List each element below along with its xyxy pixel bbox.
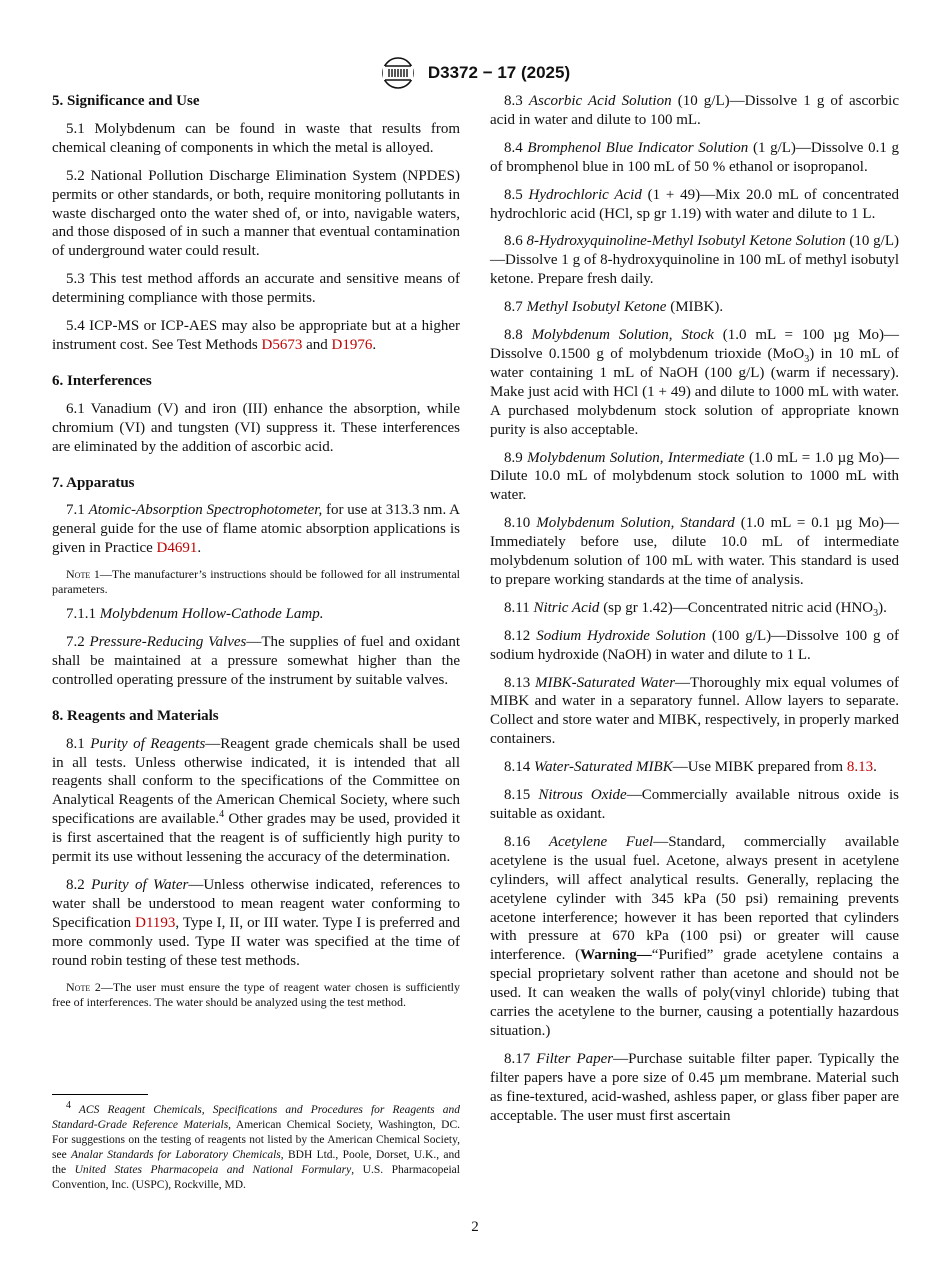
section-6-title: 6. Interferences: [52, 372, 152, 389]
astm-logo-icon: [380, 56, 416, 90]
para-5-4: 5.4 ICP-MS or ICP-AES may also be appropriate but at a higher instrument cost. See Test Methods D5673 and D1976.: [52, 318, 460, 353]
para-8-2: 8.2 Purity of Water—Unless otherwise indicated, references to water shall be understood to mean reagent water conforming to Specification D1193, Type I, II, or III water. Type I is preferred and more commonly used. Type II water was specified at the time of round robin testing of these test methods.: [52, 877, 461, 969]
footnote-4: $^4$ ACS Reagent Chemicals, Specifications and Procedures for Reagents and Standard-Grade Reference Materials, American Chemical Society, Washington, DC. For suggestions on the testing of reagents not listed by the American Chemical Society, see Analar Standards for Laboratory Chemicals, BDH Ltd., Poole, Dorset, U.K., and the United States Pharmacopeia and National Formulary, U.S. Pharmacopeial Convention, Inc. (USPC), Rockville, MD.: [52, 1100, 460, 1191]
page-number: 2: [471, 1219, 479, 1235]
para-7-1: 7.1 Atomic-Absorption Spectrophotometer, for use at 313.3 nm. A general guide for the use of flame atomic absorption applications is given in Practice D4691.: [52, 502, 461, 557]
para-5-2: 5.2 National Pollution Discharge Elimination System (NPDES) permits or other standards, or both, require monitoring pollutants in waste discharged onto the water shed of, or into, navigable waters, and those disposed of in such a manner that eventual contamination of underground water could result.: [52, 167, 460, 260]
para-5-3: 5.3 This test method affords an accurate and sensitive means of determining compliance with those permits.: [52, 271, 460, 307]
section-7-title: 7. Apparatus: [52, 474, 135, 491]
note-2: Note 2—The user must ensure the type of reagent water chosen is sufficiently free of interferences. The water should be analyzed using the test method.: [52, 979, 460, 1009]
para-8-9: 8.9 Molybdenum Solution, Intermediate (1.0 mL = 1.0 µg Mo)—Dilute 10.0 mL of molybdenum stock solution to 1000 mL with water.: [490, 449, 900, 504]
footnote-ref-4[interactable]: 4: [219, 809, 225, 821]
right-column: [490, 92, 899, 1135]
para-8-14: 8.14 Water-Saturated MIBK—Use MIBK prepared from 8.13.: [504, 759, 877, 776]
para-8-11: 8.11 Nitric Acid (sp gr 1.42)—Concentrated nitric acid $(HNO_3)$.: [504, 599, 887, 619]
link-d1976[interactable]: D1976: [331, 336, 373, 353]
section-5-title: 5. Significance and Use: [52, 93, 200, 109]
para-8-10: 8.10 Molybdenum Solution, Standard (1.0 mL = 0.1 µg Mo)—Immediately before use, dilute 10.0 mL of intermediate molybdenum solution of 100 mL with water. This standard is used to prepare working standards at the time of analysis.: [490, 515, 900, 588]
left-column: [52, 92, 460, 1018]
para-8-1: 8.1 Purity of Reagents—Reagent grade chemicals shall be used in all tests. Unless otherwise indicated, it is intended that all reagents shall conform to the specifications of the Committee on Analytical Reagents of the American Chemical Society, where such specifications are available.$^4$ Other grades may be used, provided it is first ascertained that the reagent is of sufficiently high purity to permit its use without lessening the accuracy of the determination.: [52, 735, 460, 866]
para-5-1: 5.1 Molybdenum can be found in waste that results from chemical cleaning of components in which the metal is alloyed.: [52, 120, 460, 156]
para-8-6: 8.6 8-Hydroxyquinoline-Methyl Isobutyl Ketone Solution (10 g/L)—Dissolve 1 g of 8-hydroxyquinoline in 100 mL of methyl isobutyl ketone. Prepare fresh daily.: [490, 233, 900, 288]
para-8-17: 8.17 Filter Paper—Purchase suitable filter paper. Typically the filter papers have a pore size of 0.45 µm membrane. Material such as fine-textured, acid-washed, ashless paper, or glass fiber paper are acceptable. The user must first ascertain: [490, 1050, 899, 1124]
section-8-title: 8. Reagents and Materials: [52, 707, 219, 724]
note-1: Note 1—The manufacturer’s instructions should be followed for all instrumental parameters.: [52, 567, 460, 597]
para-8-7: 8.7 Methyl Isobutyl Ketone (MIBK).: [504, 299, 724, 316]
para-8-16: 8.16 Acetylene Fuel—Standard, commercially available acetylene is the usual fuel. Acetone, always present in acetylene cylinders, will affect analytical results. Generally, replacing the acetylene cylinder with 345 kPa (50 psi) remaining prevents acetone interference; however it has been reported that cylinders with pressure at 670 kPa (100 psi) or greater will cause interference. (Warning—“Purified” grade acetylene contains a special proprietary solvent rather than acetone and should not be used. It can weaken the walls of poly(vinyl chloride) tubing that carries the acetylene to the burner, causing a potentially hazardous situation.): [490, 833, 900, 1039]
para-8-13: 8.13 MIBK-Saturated Water—Thoroughly mix equal volumes of MIBK and water in a separatory funnel. Allow layers to separate. Collect and store water and MIBK, respectively, in properly marked containers.: [490, 674, 900, 748]
link-d1193[interactable]: D1193: [135, 914, 176, 931]
para-8-15: 8.15 Nitrous Oxide—Commercially available nitrous oxide is suitable as oxidant.: [490, 787, 899, 822]
para-8-4: 8.4 Bromphenol Blue Indicator Solution (1 g/L)—Dissolve 0.1 g of bromphenol blue in 100 mL of 50 % ethanol or isopropanol.: [490, 139, 899, 175]
page-header: [0, 56, 950, 90]
link-8-13[interactable]: 8.13: [846, 759, 874, 776]
para-7-2: 7.2 Pressure-Reducing Valves—The supplies of fuel and oxidant shall be maintained at a pressure somewhat higher than the controlled operating pressure of the instrument by suitable valves.: [52, 634, 460, 688]
para-8-12: 8.12 Sodium Hydroxide Solution (100 g/L)—Dissolve 100 g of sodium hydroxide (NaOH) in water and dilute to 1 L.: [490, 627, 899, 663]
para-7-1-1: 7.1.1 Molybdenum Hollow-Cathode Lamp.: [66, 606, 324, 623]
para-8-5: 8.5 Hydrochloric Acid (1 + 49)—Mix 20.0 mL of concentrated hydrochloric acid (HCl, sp gr 1.19) with water and dilute to 1 L.: [490, 186, 899, 222]
link-d5673[interactable]: D5673: [261, 336, 303, 353]
standard-designation: D3372 − 17 (2025): [427, 63, 571, 82]
para-8-8: 8.8 Molybdenum Solution, Stock (1.0 mL = 100 µg Mo)—Dissolve 0.1500 g of molybdenum trioxide (MoO$_3$) in 10 mL of water containing 1 mL of NaOH (100 g/L) (warm if necessary). Make just acid with HCl (1 + 49) and dilute to 1000 mL with water. A purchased molybdenum stock solution of appropriate known purity is also acceptable.: [490, 327, 900, 438]
footnote-rule: [52, 1094, 148, 1095]
link-d4691[interactable]: D4691: [156, 540, 198, 557]
para-6-1: 6.1 Vanadium (V) and iron (III) enhance the absorption, while chromium (VI) and tungsten (VI) suppress it. These interferences are eliminated by the addition of ascorbic acid.: [52, 400, 460, 455]
para-8-3: 8.3 Ascorbic Acid Solution (10 g/L)—Dissolve 1 g of ascorbic acid in water and dilute to 100 mL.: [490, 93, 900, 128]
